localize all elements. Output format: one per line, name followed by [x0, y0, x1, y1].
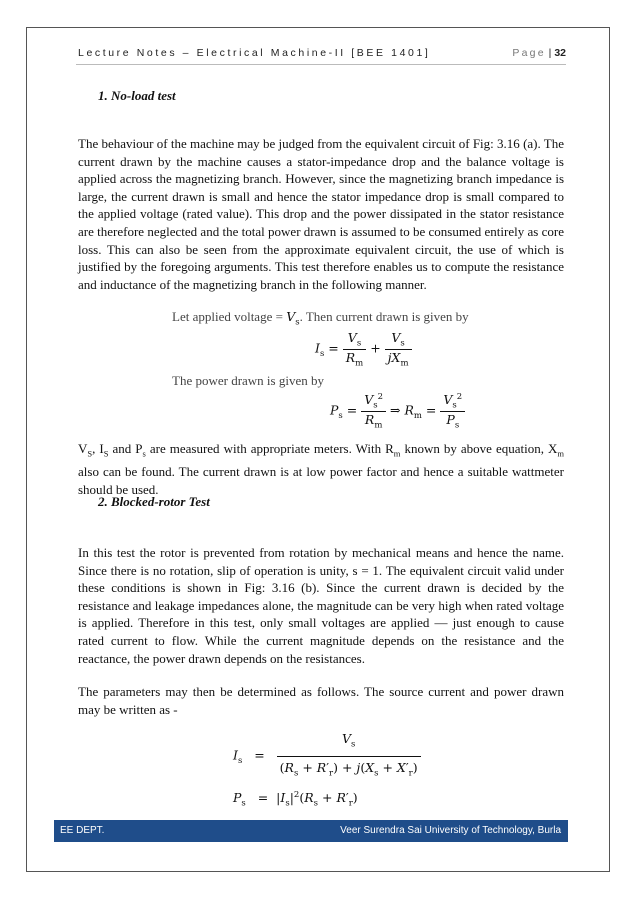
eq-var-v-sub: s	[295, 317, 300, 328]
equation-blocked-rotor	[233, 728, 421, 815]
equation-ps: $P_s = |I_s|^2(R_s + R'_r)$	[233, 790, 358, 809]
footer-department: EE DEPT.	[60, 825, 105, 836]
page-separator: |	[545, 47, 555, 59]
equation-power-text	[172, 373, 324, 389]
equation-is: $I_s$ = $\frac{V_s}{(R_s + R'_r) + j(X_s + X'_r)}$	[233, 728, 421, 784]
paragraph-no-load: The behaviour of the machine may be judged from the equivalent circuit of Fig: 3.16 (a). The current drawn by the machine causes a stator-impedance drop and the balance voltage is applied across the magnetizing branch. However, since the magnetizing branch impedance is large, the current drawn is small and hence the stator impedance drop is small compared to the applied voltage (rated value). This drop and the power dissipated in the stator resistance are therefore neglected and the total power drawn is assumed to be consumed entirely as core loss. This can also be seen from the approximate equivalent circuit, the use of which is justified by the foregoing arguments. This test therefore enables us to compute the resistance and inductance of the magnetizing branch in the following manner.	[78, 136, 564, 292]
eq-var-v: V	[286, 309, 296, 324]
header-title: Lecture Notes – Electrical Machine-II [BEE 1401]	[78, 47, 431, 59]
page-label: Page	[512, 47, 546, 59]
paragraph-blocked-rotor: In this test the rotor is prevented from rotation by mechanical means and hence the name. Since there is no rotation, slip of operation is unity, s = 1. The equivalent circuit valid under these conditions is shown in Fig: 3.16 (b). Since the current drawn is decided by the resistance and leakage impedances alone, the magnitude can be very high when rated voltage is applied. Therefore in this test, only small voltages are applied — just enough to cause rated current to flow. While the current magnitude depends on the resistance and the reactance, the power drawn depends on the resistances.	[78, 545, 564, 666]
equation-power: $P_s$ = $\frac{V_s^2}{R_m}$ ⇒ $R_m$ = $\frac{V_s^2}{P_s}$	[330, 392, 465, 430]
eq-text-2: The power drawn is given by	[172, 373, 324, 388]
paragraph-measurements: $V_S$, $I_S$ and $P_s$ are measured with appropriate meters. With $R_m$ known by above equation, $X_m$ also can be found. The current drawn is at low power factor and hence a suitable wattmeter should be used.	[78, 441, 564, 497]
equation-current: $I_s$ = $\frac{V_s}{R_m}$ + $\frac{V_s}{jX_m}$	[315, 330, 412, 368]
eq-text-1: Let applied voltage =	[172, 309, 287, 324]
section-heading-no-load: 1. No-load test	[98, 88, 176, 103]
eq-text-1-end: . Then current drawn is given by	[299, 309, 469, 324]
page-number: 32	[554, 47, 566, 59]
paragraph-parameters: The parameters may then be determined as follows. The source current and power drawn may be written as -	[78, 684, 564, 717]
footer-university: Veer Surendra Sai University of Technology, Burla	[340, 825, 561, 836]
header-page	[512, 47, 566, 59]
section-heading-blocked-rotor: 2. Blocked-rotor Test	[98, 494, 210, 509]
equation-intro-text	[172, 309, 469, 328]
page-footer	[54, 820, 568, 842]
header-rule	[76, 64, 566, 65]
